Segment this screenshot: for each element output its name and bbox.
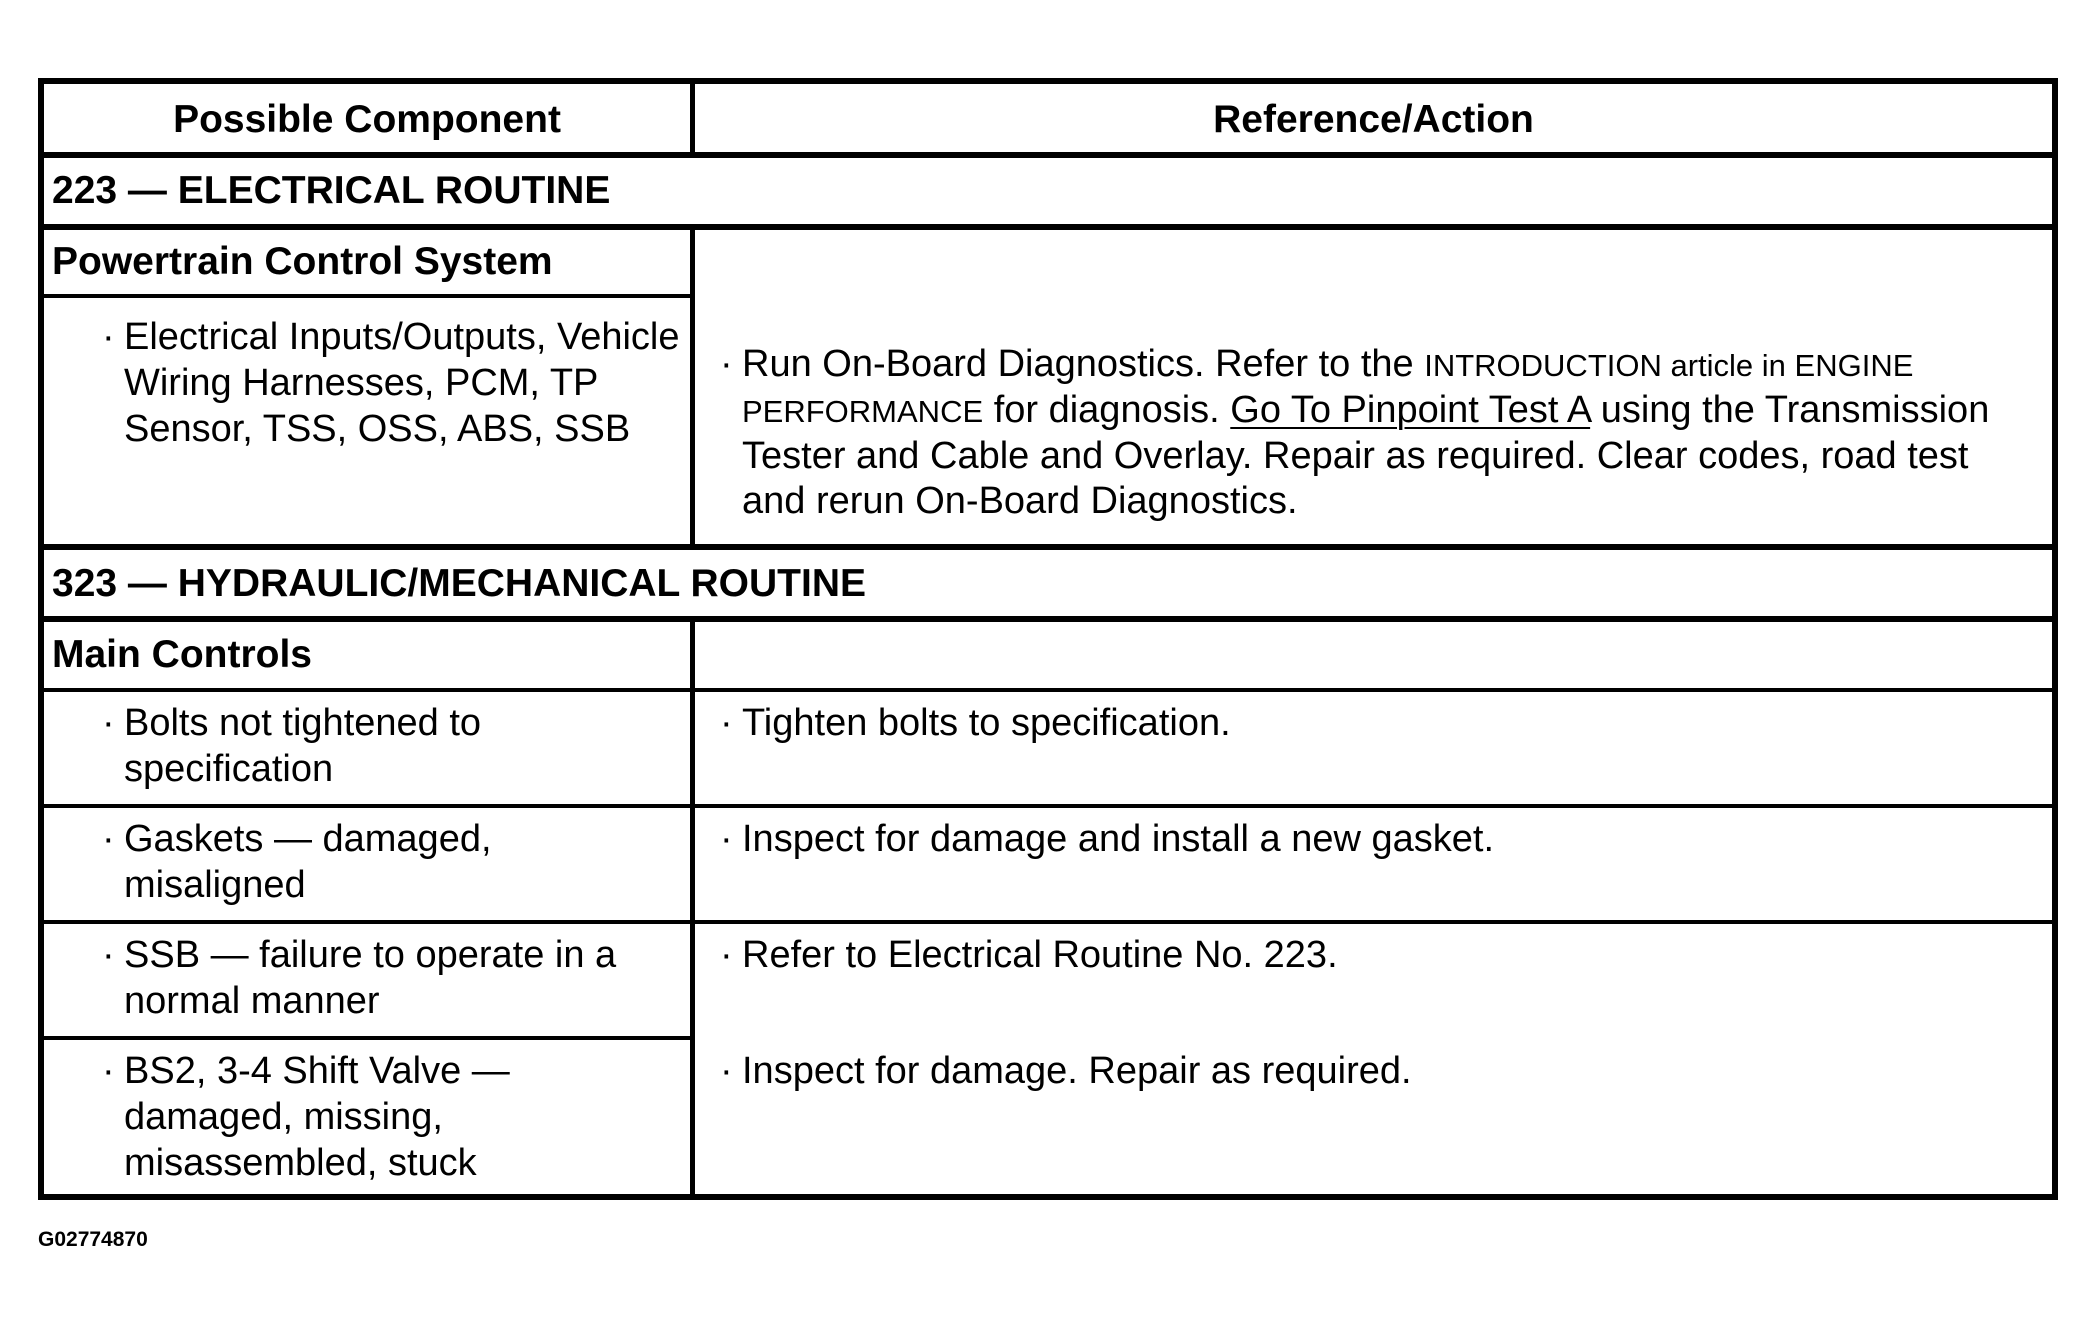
- component-text: BS2, 3-4 Shift Valve — damaged, missing, misassembled, stuck: [124, 1050, 510, 1184]
- row-divider: [44, 294, 692, 298]
- component-cell: [102, 932, 692, 1024]
- bullet-icon: ·: [102, 316, 115, 358]
- component-cell: [102, 1048, 662, 1186]
- section-title-electrical: 223 — ELECTRICAL ROUTINE: [52, 169, 611, 212]
- column-header-component: Possible Component: [173, 98, 561, 141]
- action-cell: [720, 342, 2020, 524]
- row-divider: [44, 1036, 692, 1040]
- column-divider: [690, 228, 695, 546]
- bullet-icon: ·: [102, 702, 115, 744]
- section-title-hydraulic: 323 — HYDRAULIC/MECHANICAL ROUTINE: [52, 562, 867, 605]
- component-text: SSB — failure to operate in a normal manner: [124, 934, 617, 1022]
- bullet-icon: ·: [720, 818, 733, 860]
- bullet-icon: ·: [720, 1050, 733, 1092]
- action-text: Inspect for damage and install a new gasket.: [742, 818, 1495, 860]
- component-cell: [102, 314, 682, 452]
- bullet-icon: ·: [102, 934, 115, 976]
- column-divider: [690, 84, 695, 154]
- action-cell: [720, 932, 2020, 978]
- action-text: Refer to Electrical Routine No. 223.: [742, 934, 1338, 976]
- action-text: Inspect for damage. Repair as required.: [742, 1050, 1412, 1092]
- action-cell: [720, 816, 2020, 862]
- article-reference: INTRODUCTION article in ENGINE PERFORMANCE: [742, 348, 1914, 429]
- component-text: Electrical Inputs/Outputs, Vehicle Wiring Harnesses, PCM, TP Sensor, TSS, OSS, ABS, SSB: [124, 316, 680, 450]
- bullet-icon: ·: [720, 343, 733, 385]
- bullet-icon: ·: [102, 818, 115, 860]
- action-text: [742, 342, 2020, 524]
- action-text-part: Run On-Board Diagnostics. Refer to the: [742, 343, 1425, 385]
- action-cell: [720, 700, 2020, 746]
- action-text: Tighten bolts to specification.: [742, 702, 1231, 744]
- bullet-icon: ·: [102, 1050, 115, 1092]
- column-divider: [690, 620, 695, 1200]
- action-text-part: for diagnosis.: [983, 389, 1231, 431]
- action-text-part: using the Transmission Tester and Cable and Overlay. Repair as required. Clear codes, road test and rerun On-Board Diagnostics.: [742, 389, 1990, 522]
- component-cell: [102, 816, 682, 908]
- component-cell: [102, 700, 682, 792]
- action-cell: [720, 1048, 2020, 1094]
- bullet-icon: ·: [720, 702, 733, 744]
- column-header-action: Reference/Action: [1213, 98, 1534, 141]
- component-text: Bolts not tightened to specification: [124, 702, 482, 790]
- pinpoint-test-link[interactable]: Go To Pinpoint Test A: [1230, 389, 1591, 431]
- figure-id: G02774870: [38, 1228, 148, 1251]
- bullet-icon: ·: [720, 934, 733, 976]
- row-divider: [44, 688, 2052, 692]
- diagnosis-table: [38, 78, 2058, 1200]
- group-title-powertrain: Powertrain Control System: [52, 240, 553, 283]
- row-divider: [44, 920, 2052, 924]
- component-text: Gaskets — damaged, misaligned: [124, 818, 492, 906]
- row-divider: [44, 804, 2052, 808]
- group-title-main-controls: Main Controls: [52, 633, 312, 676]
